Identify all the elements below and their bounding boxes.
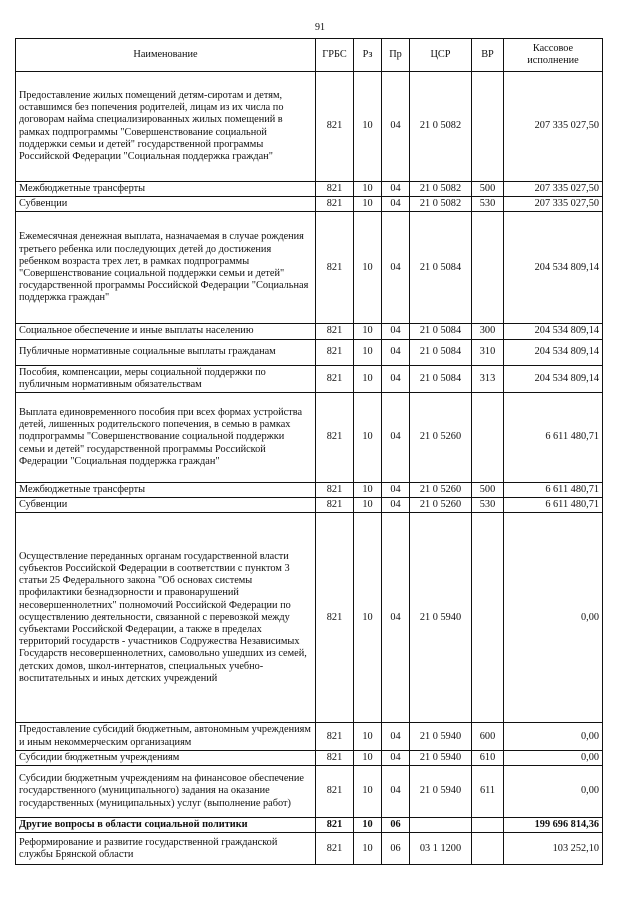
cell-grbs: 821: [316, 513, 354, 723]
cell-grbs: 821: [316, 723, 354, 750]
cell-csr: 21 0 5260: [410, 498, 472, 513]
cell-csr: 21 0 5940: [410, 513, 472, 723]
cell-vr: [472, 72, 504, 182]
cell-grbs: 821: [316, 324, 354, 339]
cell-vr: [472, 212, 504, 324]
cell-pr: 06: [382, 833, 410, 865]
table-row: [16, 498, 603, 513]
cell-rz: 10: [354, 339, 382, 365]
cell-csr: [410, 818, 472, 833]
table-row: [16, 723, 603, 750]
cell-vr: [472, 833, 504, 865]
cell-vr: 500: [472, 483, 504, 498]
cell-pr: 04: [382, 365, 410, 392]
cell-name: Пособия, компенсации, меры социальной поддержки по публичным нормативным обязательствам: [16, 365, 316, 392]
cell-vr: 600: [472, 723, 504, 750]
cell-amount: 204 534 809,14: [504, 212, 603, 324]
cell-name: Межбюджетные трансферты: [16, 483, 316, 498]
cell-csr: 21 0 5082: [410, 182, 472, 197]
cell-rz: 10: [354, 72, 382, 182]
cell-grbs: 821: [316, 833, 354, 865]
cell-vr: 611: [472, 766, 504, 818]
cell-rz: 10: [354, 182, 382, 197]
cell-grbs: 821: [316, 72, 354, 182]
cell-pr: 04: [382, 498, 410, 513]
table-row: [16, 197, 603, 212]
table-row: [16, 766, 603, 818]
cell-name: Субсидии бюджетным учреждениям на финансовое обеспечение государственного (муниципального) задания на оказание государственных (муниципальных) услуг (выполнение работ): [16, 766, 316, 818]
cell-csr: 21 0 5084: [410, 212, 472, 324]
cell-vr: 530: [472, 197, 504, 212]
cell-name: Ежемесячная денежная выплата, назначаемая в случае рождения третьего ребенка или последующих детей до достижения ребенком возраста трех лет, в рамках подпрограммы "Совершенствование социальной поддержки семьи и детей" государственной программы Российской Федерации "Социальная поддержка граждан": [16, 212, 316, 324]
cell-csr: 21 0 5260: [410, 393, 472, 483]
table-row: [16, 833, 603, 865]
cell-csr: 03 1 1200: [410, 833, 472, 865]
cell-rz: 10: [354, 393, 382, 483]
cell-grbs: 821: [316, 212, 354, 324]
budget-table: [15, 38, 603, 865]
cell-name: Выплата единовременного пособия при всех формах устройства детей, лишенных родительского попечения, в семью в рамках подпрограммы "Совершенствование социальной поддержки семьи и детей" государственной программы Российской Федерации "Социальная поддержка граждан": [16, 393, 316, 483]
cell-csr: 21 0 5084: [410, 339, 472, 365]
cell-name: Социальное обеспечение и иные выплаты населению: [16, 324, 316, 339]
cell-csr: 21 0 5940: [410, 750, 472, 765]
header-grbs: ГРБС: [316, 39, 354, 72]
cell-grbs: 821: [316, 498, 354, 513]
cell-csr: 21 0 5082: [410, 197, 472, 212]
cell-amount: 204 534 809,14: [504, 339, 603, 365]
cell-name: Другие вопросы в области социальной политики: [16, 818, 316, 833]
cell-vr: 530: [472, 498, 504, 513]
cell-rz: 10: [354, 365, 382, 392]
cell-grbs: 821: [316, 393, 354, 483]
cell-vr: 300: [472, 324, 504, 339]
cell-name: Межбюджетные трансферты: [16, 182, 316, 197]
cell-grbs: 821: [316, 818, 354, 833]
table-row: [16, 324, 603, 339]
table-row: [16, 339, 603, 365]
cell-grbs: 821: [316, 339, 354, 365]
header-amount: Кассовое исполнение: [504, 39, 603, 72]
cell-amount: 0,00: [504, 766, 603, 818]
cell-pr: 04: [382, 393, 410, 483]
cell-amount: 6 611 480,71: [504, 498, 603, 513]
cell-name: Предоставление жилых помещений детям-сиротам и детям, оставшимся без попечения родителей, лицам из их числа по договорам найма специализированных жилых помещений в рамках подпрограммы "Совершенствование социальной поддержки семьи и детей" государственной программы Российской Федерации "Социальная поддержка граждан": [16, 72, 316, 182]
cell-grbs: 821: [316, 365, 354, 392]
table-body: [16, 72, 603, 865]
cell-vr: 310: [472, 339, 504, 365]
cell-vr: [472, 393, 504, 483]
cell-csr: 21 0 5082: [410, 72, 472, 182]
table-row: [16, 365, 603, 392]
cell-amount: 207 335 027,50: [504, 197, 603, 212]
cell-grbs: 821: [316, 750, 354, 765]
cell-grbs: 821: [316, 182, 354, 197]
cell-csr: 21 0 5084: [410, 365, 472, 392]
table-header-row: [16, 39, 603, 72]
cell-rz: 10: [354, 766, 382, 818]
table-row: [16, 393, 603, 483]
header-pr: Пр: [382, 39, 410, 72]
cell-pr: 04: [382, 483, 410, 498]
cell-rz: 10: [354, 324, 382, 339]
cell-name: Реформирование и развитие государственной гражданской службы Брянской области: [16, 833, 316, 865]
cell-pr: 04: [382, 723, 410, 750]
cell-amount: 0,00: [504, 750, 603, 765]
cell-rz: 10: [354, 513, 382, 723]
cell-pr: 06: [382, 818, 410, 833]
cell-amount: 103 252,10: [504, 833, 603, 865]
cell-csr: 21 0 5940: [410, 766, 472, 818]
cell-vr: [472, 818, 504, 833]
cell-amount: 0,00: [504, 723, 603, 750]
cell-rz: 10: [354, 212, 382, 324]
cell-rz: 10: [354, 818, 382, 833]
cell-name: Субсидии бюджетным учреждениям: [16, 750, 316, 765]
cell-amount: 199 696 814,36: [504, 818, 603, 833]
cell-vr: [472, 513, 504, 723]
cell-grbs: 821: [316, 483, 354, 498]
cell-grbs: 821: [316, 766, 354, 818]
table-row: [16, 750, 603, 765]
table-row: [16, 72, 603, 182]
cell-amount: 6 611 480,71: [504, 483, 603, 498]
cell-name: Публичные нормативные социальные выплаты гражданам: [16, 339, 316, 365]
cell-pr: 04: [382, 339, 410, 365]
table-row: [16, 212, 603, 324]
cell-amount: 0,00: [504, 513, 603, 723]
cell-pr: 04: [382, 750, 410, 765]
table-row: [16, 483, 603, 498]
cell-pr: 04: [382, 182, 410, 197]
cell-rz: 10: [354, 833, 382, 865]
cell-pr: 04: [382, 324, 410, 339]
cell-amount: 204 534 809,14: [504, 324, 603, 339]
cell-vr: 500: [472, 182, 504, 197]
cell-name: Предоставление субсидий бюджетным, автономным учреждениям и иным некоммерческим организациям: [16, 723, 316, 750]
cell-amount: 207 335 027,50: [504, 182, 603, 197]
cell-csr: 21 0 5084: [410, 324, 472, 339]
cell-csr: 21 0 5940: [410, 723, 472, 750]
cell-rz: 10: [354, 723, 382, 750]
header-name: Наименование: [16, 39, 316, 72]
cell-rz: 10: [354, 750, 382, 765]
cell-vr: 610: [472, 750, 504, 765]
cell-rz: 10: [354, 197, 382, 212]
cell-rz: 10: [354, 483, 382, 498]
cell-name: Осуществление переданных органам государственной власти субъектов Российской Федерации в соответствии с пунктом 3 статьи 25 Федерального закона "Об основах системы профилактики безнадзорности и правонарушений несовершеннолетних" полномочий Российской Федерации по осуществлению деятельности, связанной с перевозкой между субъектами Российской Федерации, а также в пределах территорий государств - участников Содружества Независимых Государств несовершеннолетних, самовольно ушедших из семей, детских домов, школ-интернатов, специальных учебно-воспитательных и иных детских учреждений: [16, 513, 316, 723]
cell-amount: 207 335 027,50: [504, 72, 603, 182]
cell-name: Субвенции: [16, 197, 316, 212]
cell-pr: 04: [382, 766, 410, 818]
cell-pr: 04: [382, 513, 410, 723]
table-row: [16, 818, 603, 833]
page-number: 91: [315, 22, 325, 33]
table-row: [16, 513, 603, 723]
cell-name: Субвенции: [16, 498, 316, 513]
cell-pr: 04: [382, 197, 410, 212]
cell-vr: 313: [472, 365, 504, 392]
cell-pr: 04: [382, 212, 410, 324]
cell-amount: 204 534 809,14: [504, 365, 603, 392]
header-rz: Рз: [354, 39, 382, 72]
cell-amount: 6 611 480,71: [504, 393, 603, 483]
header-vr: ВР: [472, 39, 504, 72]
header-csr: ЦСР: [410, 39, 472, 72]
cell-grbs: 821: [316, 197, 354, 212]
cell-csr: 21 0 5260: [410, 483, 472, 498]
cell-rz: 10: [354, 498, 382, 513]
cell-pr: 04: [382, 72, 410, 182]
table-row: [16, 182, 603, 197]
